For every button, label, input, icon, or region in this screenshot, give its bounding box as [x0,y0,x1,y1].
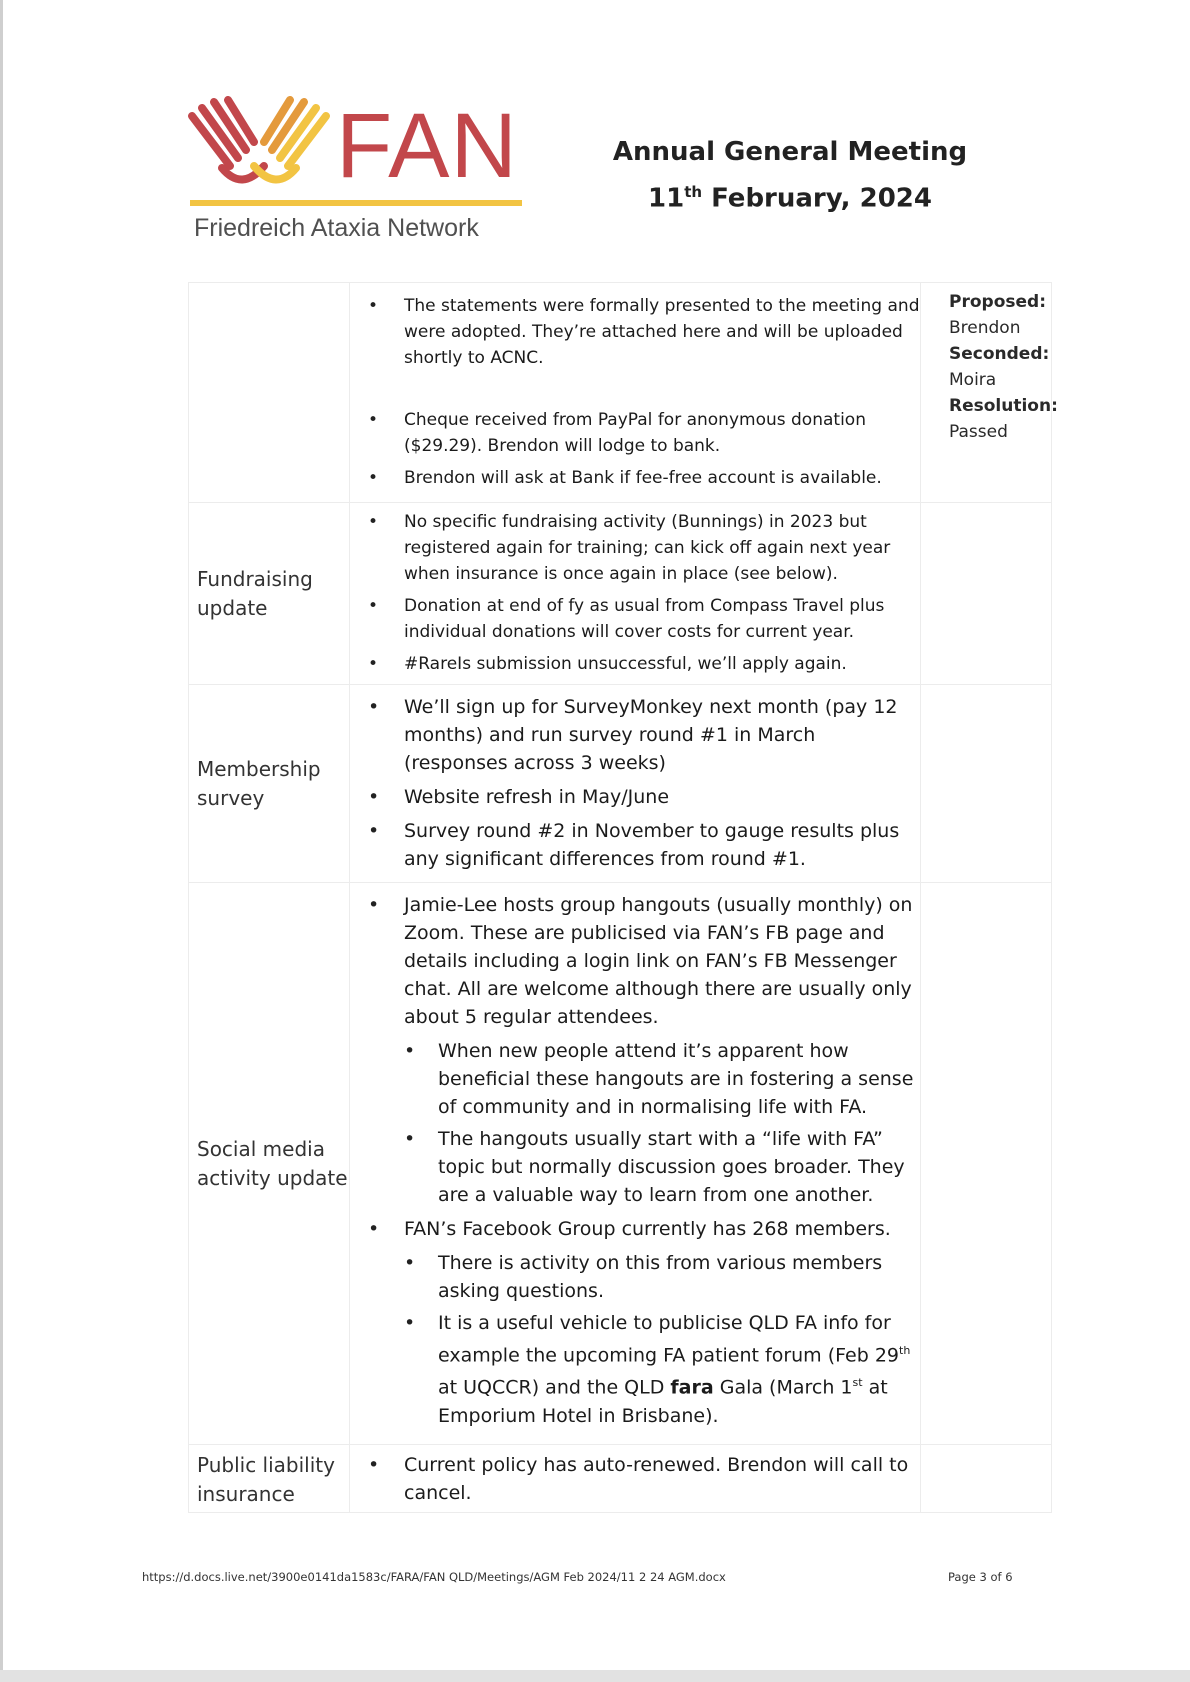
row-label-cell [189,1445,350,1513]
resolution-value: Passed [949,422,1008,442]
row-label: Public liability insurance [197,1453,335,1506]
title-line2: 11th February, 2024 [648,183,932,214]
list-item: • Donation at end of fy as usual from Compass Travel plus individual donations will cover costs for current year. [404,593,920,645]
list-item: • Current policy has auto-renewed. Brendon will call to cancel. [404,1451,920,1507]
logo-wordmark: FAN [336,95,518,197]
vote-cell [921,1445,1052,1513]
list-item: • We’ll sign up for SurveyMonkey next month (pay 12 months) and run survey round #1 in March (responses across 3 weeks) [404,693,920,777]
row-label-cell [189,883,350,1445]
row-label: Membership survey [197,756,321,810]
list-item: • It is a useful vehicle to publicise QLD FA info for example the upcoming FA patient forum (Feb 29th at UQCCR) and the QLD fara Gala (March 1st at Emporium Hotel in Brisbane). [438,1309,920,1430]
row-content-cell [350,1445,921,1513]
fan-logo [186,96,526,242]
row-content-cell [350,883,921,1445]
table-row [189,283,1052,503]
table-row [189,503,1052,685]
vote-cell [921,283,1058,503]
list-item: • Cheque received from PayPal for anonymous donation ($29.29). Brendon will lodge to bank. [404,407,920,459]
row-label: Social media activity update [197,1136,348,1190]
seconded-label: Seconded: [949,344,1050,364]
row-content-cell [350,685,921,883]
footer-url: https://d.docs.live.net/3900e0141da1583c/FARA/FAN QLD/Meetings/AGM Feb 2024/11 2 24 AGM.docx [142,1570,726,1584]
list-item: • No specific fundraising activity (Bunnings) in 2023 but registered again for training; can kick off again next year when insurance is once again in place (see below). [404,509,920,587]
list-item: • Website refresh in May/June [404,783,920,811]
vote-cell [921,685,1052,883]
table-row [189,1445,1052,1513]
list-item: • #RareIs submission unsuccessful, we’ll apply again. [404,651,920,677]
row-content-cell [350,283,921,503]
list-item: • The hangouts usually start with a “life with FA” topic but normally discussion goes broader. They are a valuable way to learn from one another. [438,1125,920,1209]
page-title [600,132,980,219]
page-number: Page 3 of 6 [948,1570,1013,1584]
title-line1: Annual General Meeting [612,137,968,167]
hands-icon [186,96,336,200]
table-row [189,883,1052,1445]
minutes-table [188,282,1058,1513]
scan-edge [0,0,3,1682]
list-item: • There is activity on this from various members asking questions. [438,1249,920,1305]
list-item: • Survey round #2 in November to gauge results plus any significant differences from round #1. [404,817,920,873]
list-item: • Jamie-Lee hosts group hangouts (usually monthly) on Zoom. These are publicised via FAN’s FB page and details including a login link on FAN’s FB Messenger chat. All are welcome although there are usually only about 5 regular attendees. • When new people attend it’s apparent how beneficial these hangouts are in fostering a sense of community and in normalising life with FA. • The hangouts usually start with a “life with FA” topic but normally discussion goes broader. They are a valuable way to learn from one another. [404,891,920,1209]
row-label-cell [189,503,350,685]
proposed-value: Brendon [949,318,1021,338]
proposed-label: Proposed: [949,292,1046,312]
list-item: • When new people attend it’s apparent how beneficial these hangouts are in fostering a sense of community and in normalising life with FA. [438,1037,920,1121]
row-label: Fundraising update [197,566,313,620]
logo-subtitle: Friedreich Ataxia Network [194,214,479,242]
resolution-label: Resolution: [949,396,1058,416]
table-row [189,685,1052,883]
vote-cell [921,503,1052,685]
list-item: • FAN’s Facebook Group currently has 268 members. • There is activity on this from various members asking questions. • It is a useful vehicle to publicise QLD FA info for example the upcoming FA patient forum (Feb 29th at UQCCR) and the QLD fara Gala (March 1st at Emporium Hotel in Brisbane). [404,1215,920,1430]
vote-cell [921,883,1052,1445]
row-label-cell [189,283,350,503]
list-item: • Brendon will ask at Bank if fee-free account is available. [404,465,920,491]
row-content-cell [350,503,921,685]
logo-underline [190,200,522,206]
list-item: • The statements were formally presented to the meeting and were adopted. They’re attached here and will be uploaded shortly to ACNC. [404,293,920,371]
scan-edge-bottom [0,1670,1190,1682]
seconded-value: Moira [949,370,997,390]
row-label-cell [189,685,350,883]
